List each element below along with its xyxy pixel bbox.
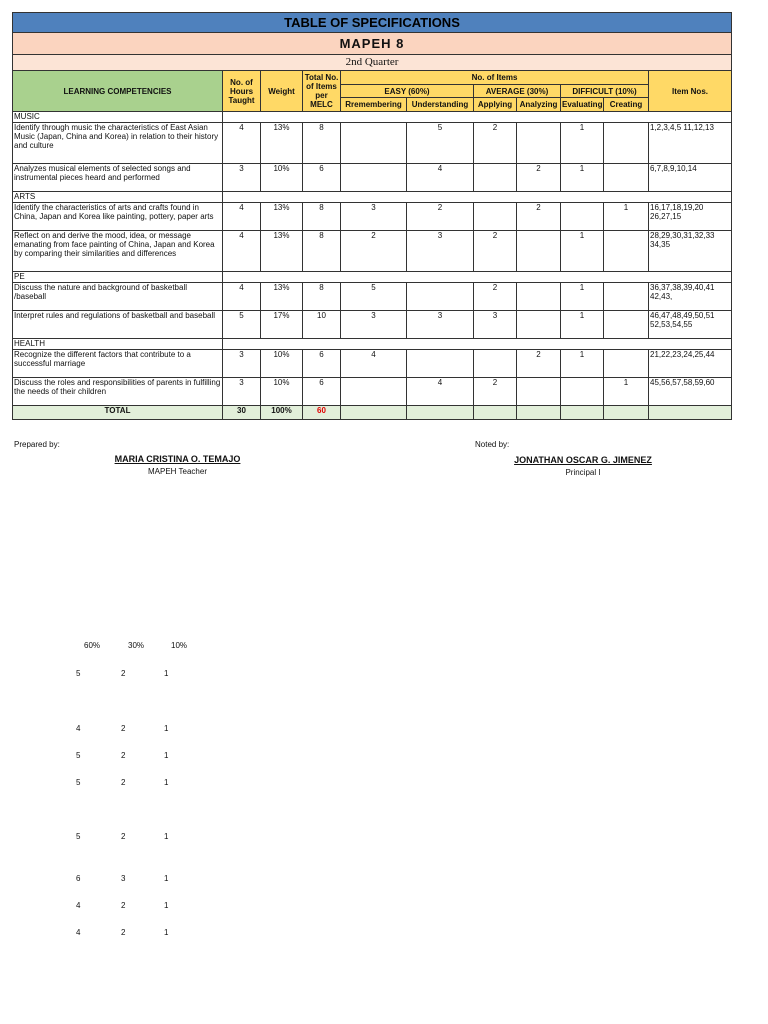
worksheet-header-average: 30% [128,641,145,650]
analyzing-cell [517,123,561,164]
understanding-cell [407,350,474,378]
section-pe: PE [13,272,223,283]
item-nos-header: Item Nos. [649,71,732,112]
worksheet-cell: 1 [164,751,169,760]
evaluating-cell: 1 [561,283,604,311]
hours-cell: 4 [223,231,261,272]
average-header: AVERAGE (30%) [474,85,561,98]
creating-cell [604,123,649,164]
competency-text: Identify through music the characteristics of East Asian Music (Japan, China and Korea) in relation to their history and culture [13,123,223,164]
evaluating-cell: 1 [561,164,604,192]
worksheet-cell: 2 [121,751,126,760]
analyzing-cell [517,231,561,272]
creating-cell [604,231,649,272]
applying-cell [474,164,517,192]
remembering-cell: 3 [341,311,407,339]
quarter-label: 2nd Quarter [13,55,732,71]
worksheet-cell: 2 [121,832,126,841]
worksheet-cell: 5 [76,778,81,787]
applying-cell [474,203,517,231]
understanding-cell: 3 [407,311,474,339]
evaluating-cell [561,203,604,231]
worksheet-cell: 1 [164,928,169,937]
evaluating-cell: 1 [561,231,604,272]
competency-text: Discuss the roles and responsibilities of parents in fulfilling the needs of their children [13,378,223,406]
item-nos-cell: 16,17,18,19,20 26,27,15 [649,203,732,231]
analyzing-cell [517,283,561,311]
worksheet-cell: 5 [76,669,81,678]
worksheet-cell: 2 [121,901,126,910]
noted-by-name: JONATHAN OSCAR G. JIMENEZ [514,455,652,465]
understanding-cell: 5 [407,123,474,164]
table-row [13,123,732,164]
remembering-cell: 3 [341,203,407,231]
prepared-by-role: MAPEH Teacher [148,467,207,476]
section-music: MUSIC [13,112,223,123]
competency-text: Identify the characteristics of arts and crafts found in China, Japan and Korea like painting, pottery, paper arts [13,203,223,231]
item-nos-cell: 45,56,57,58,59,60 [649,378,732,406]
remembering-cell [341,378,407,406]
worksheet-header-easy: 60% [84,641,101,650]
total-cell: 8 [303,123,341,164]
table-row [13,231,732,272]
worksheet-cell: 1 [164,901,169,910]
table-row [13,378,732,406]
worksheet-cell: 2 [121,928,126,937]
competencies-header: LEARNING COMPETENCIES [13,71,223,112]
section-arts: ARTS [13,192,223,203]
total-cell: 10 [303,311,341,339]
applying-cell: 2 [474,123,517,164]
creating-header: Creating [604,98,649,112]
item-nos-cell: 6,7,8,9,10,14 [649,164,732,192]
item-nos-cell: 1,2,3,4,5 11,12,13 [649,123,732,164]
applying-cell [474,350,517,378]
remembering-cell [341,123,407,164]
understanding-cell: 3 [407,231,474,272]
evaluating-cell: 1 [561,311,604,339]
competency-text: Discuss the nature and background of basketball /baseball [13,283,223,311]
hours-cell: 3 [223,350,261,378]
hours-cell: 4 [223,123,261,164]
analyzing-cell: 2 [517,350,561,378]
understanding-cell: 4 [407,378,474,406]
remembering-cell: 4 [341,350,407,378]
remembering-cell [341,164,407,192]
creating-cell [604,283,649,311]
worksheet-cell: 4 [76,901,81,910]
hours-header: No. of Hours Taught [223,71,261,112]
evaluating-cell [561,378,604,406]
worksheet-cell: 2 [121,724,126,733]
competency-text: Reflect on and derive the mood, idea, or message emanating from face painting of China, Japan and Korea by comparing their similarities and differences [13,231,223,272]
creating-cell: 1 [604,378,649,406]
analyzing-cell [517,378,561,406]
remembering-header: Rremembering [341,98,407,112]
item-nos-cell: 36,37,38,39,40,41 42,43, [649,283,732,311]
table-row [13,283,732,311]
competency-text: Recognize the different factors that contribute to a successful marriage [13,350,223,378]
item-nos-cell: 28,29,30,31,32,33 34,35 [649,231,732,272]
applying-cell: 2 [474,283,517,311]
weight-cell: 10% [261,378,303,406]
creating-cell [604,350,649,378]
hours-cell: 5 [223,311,261,339]
total-cell: 8 [303,203,341,231]
prepared-by-label: Prepared by: [14,440,60,449]
worksheet-cell: 1 [164,874,169,883]
worksheet-cell: 4 [76,928,81,937]
remembering-cell: 2 [341,231,407,272]
applying-cell: 2 [474,378,517,406]
applying-cell: 2 [474,231,517,272]
analyzing-cell: 2 [517,164,561,192]
specifications-table [12,12,732,420]
applying-cell: 3 [474,311,517,339]
section-health: HEALTH [13,339,223,350]
noted-by-role: Principal I [565,468,601,477]
weight-cell: 10% [261,164,303,192]
worksheet-cell: 1 [164,669,169,678]
understanding-cell [407,283,474,311]
subject-title: MAPEH 8 [13,33,732,55]
creating-cell [604,311,649,339]
worksheet-cell: 2 [121,778,126,787]
num-items-header: No. of Items [341,71,649,85]
noted-by-label: Noted by: [475,440,510,449]
total-cell: 6 [303,164,341,192]
weight-cell: 13% [261,203,303,231]
hours-cell: 3 [223,378,261,406]
total-label: TOTAL [13,406,223,420]
prepared-by-name: MARIA CRISTINA O. TEMAJO [114,454,241,464]
creating-cell: 1 [604,203,649,231]
total-cell: 6 [303,350,341,378]
evaluating-cell: 1 [561,123,604,164]
table-row [13,311,732,339]
weight-cell: 10% [261,350,303,378]
worksheet-cell: 1 [164,724,169,733]
total-cell: 8 [303,283,341,311]
total-items-header: Total No. of Items per MELC [303,71,341,112]
worksheet-cell: 5 [76,751,81,760]
worksheet-cell: 5 [76,832,81,841]
worksheet-cell: 3 [121,874,126,883]
evaluating-header: Evaluating [561,98,604,112]
competency-text: Interpret rules and regulations of basketball and baseball [13,311,223,339]
weight-header: Weight [261,71,303,112]
weight-cell: 13% [261,231,303,272]
worksheet-cell: 1 [164,778,169,787]
evaluating-cell: 1 [561,350,604,378]
table-row [13,350,732,378]
worksheet-cell: 4 [76,724,81,733]
worksheet-header-difficult: 10% [171,641,188,650]
creating-cell [604,164,649,192]
hours-cell: 4 [223,203,261,231]
applying-header: Applying [474,98,517,112]
weight-cell: 13% [261,283,303,311]
item-nos-cell: 46,47,48,49,50,51 52,53,54,55 [649,311,732,339]
worksheet-cell: 6 [76,874,81,883]
understanding-cell: 4 [407,164,474,192]
item-nos-cell: 21,22,23,24,25,44 [649,350,732,378]
easy-header: EASY (60%) [341,85,474,98]
worksheet-cell: 1 [164,832,169,841]
hours-cell: 3 [223,164,261,192]
total-cell: 8 [303,231,341,272]
total-weight: 100% [261,406,303,420]
understanding-header: Understanding [407,98,474,112]
weight-cell: 13% [261,123,303,164]
table-title: TABLE OF SPECIFICATIONS [13,13,732,33]
table-row [13,203,732,231]
total-items: 60 [303,406,341,420]
remembering-cell: 5 [341,283,407,311]
total-cell: 6 [303,378,341,406]
total-row [13,406,732,420]
difficult-header: DIFFICULT (10%) [561,85,649,98]
analyzing-cell [517,311,561,339]
analyzing-header: Analyzing [517,98,561,112]
competency-text: Analyzes musical elements of selected songs and instrumental pieces heard and performed [13,164,223,192]
worksheet-cell: 2 [121,669,126,678]
total-hours: 30 [223,406,261,420]
table-row [13,164,732,192]
hours-cell: 4 [223,283,261,311]
understanding-cell: 2 [407,203,474,231]
weight-cell: 17% [261,311,303,339]
analyzing-cell: 2 [517,203,561,231]
